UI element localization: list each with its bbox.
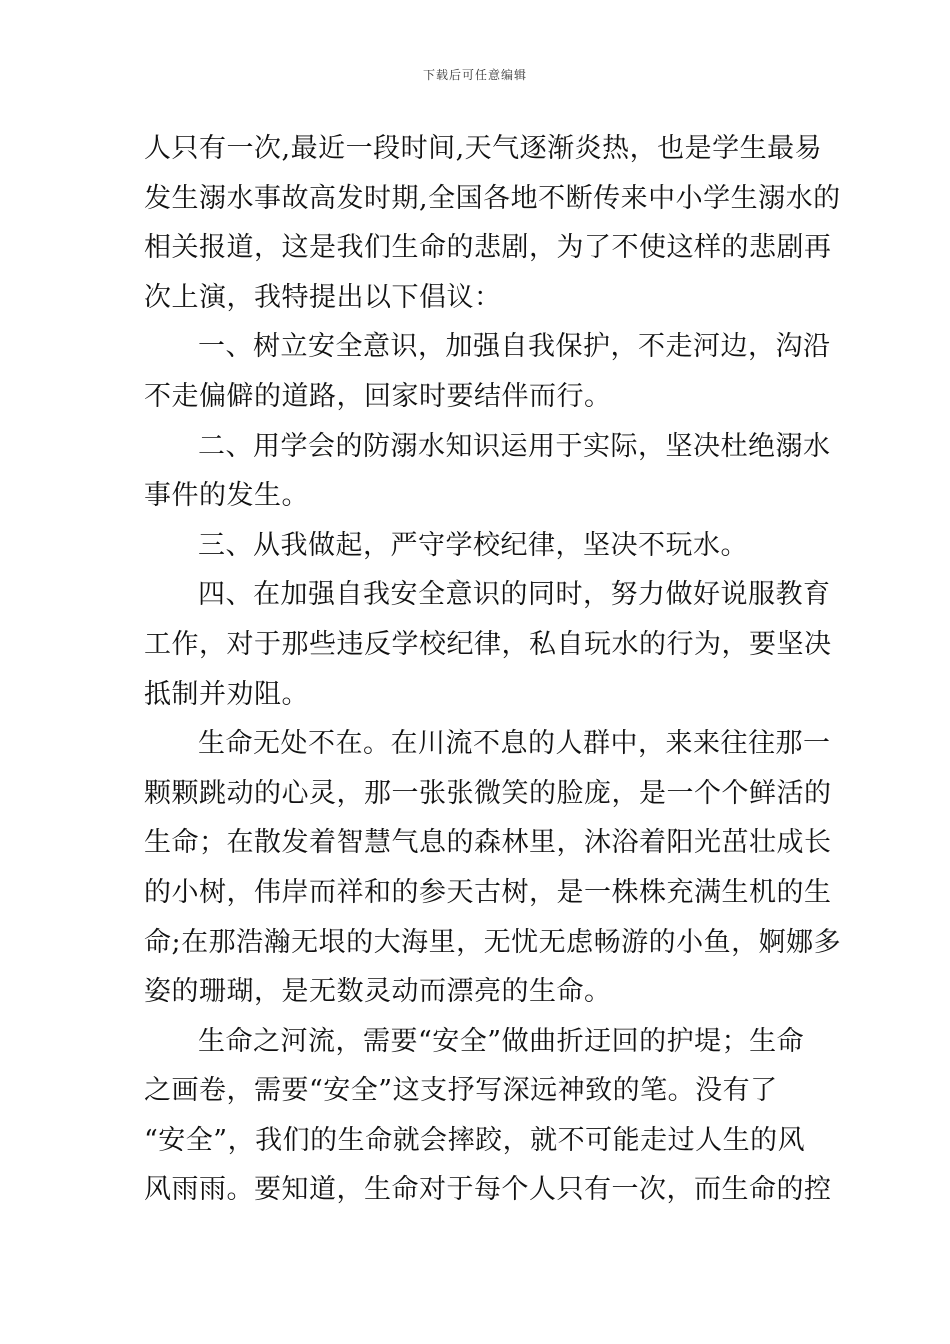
text-line: 四、在加强自我安全意识的同时，努力做好说服教育	[198, 579, 831, 611]
text-line: “安全”，我们的生命就会摔跤，就不可能走过人生的风	[144, 1124, 806, 1156]
text-line: 生命之河流，需要“安全”做曲折迂回的护堤；生命	[198, 1025, 805, 1057]
text-line: 相关报道，这是我们生命的悲剧，为了不使这样的悲剧再	[144, 232, 832, 264]
text-line: 姿的珊瑚，是无数灵动而漂亮的生命。	[144, 976, 612, 1008]
page-header: 下载后可任意编辑	[422, 68, 527, 82]
text-line: 人只有一次,最近一段时间,天气逐渐炎热，也是学生最易	[144, 133, 823, 164]
text-line: 一、树立安全意识，加强自我保护，不走河边，沟沿	[198, 331, 831, 363]
text-line: 工作，对于那些违反学校纪律，私自玩水的行为，要坚决	[144, 628, 832, 660]
text-line: 的小树，伟岸而祥和的参天古树，是一株株充满生机的生	[144, 876, 832, 908]
text-line: 颗颗跳动的心灵，那一张张微笑的脸庞，是一个个鲜活的	[144, 777, 832, 809]
text-line: 二、用学会的防溺水知识运用于实际，坚决杜绝溺水	[198, 430, 831, 462]
text-line: 之画卷，需要“安全”这支抒写深远神致的笔。没有了	[144, 1075, 778, 1107]
text-line: 生命无处不在。在川流不息的人群中，来来往往那一	[198, 728, 831, 760]
text-line: 发生溺水事故高发时期,全国各地不断传来中小学生溺水的	[144, 182, 841, 214]
text-line: 不走偏僻的道路，回家时要结伴而行。	[144, 380, 612, 412]
text-line: 事件的发生。	[144, 480, 309, 512]
text-line: 三、从我做起，严守学校纪律，坚决不玩水。	[198, 529, 748, 561]
text-line: 抵制并劝阻。	[144, 678, 309, 710]
document-body	[144, 124, 842, 1215]
text-line: 风雨雨。要知道，生命对于每个人只有一次，而生命的控	[144, 1174, 832, 1206]
text-line: 命;在那浩瀚无垠的大海里，无忧无虑畅游的小鱼，婀娜多	[144, 926, 842, 958]
text-line: 生命；在散发着智慧气息的森林里，沐浴着阳光茁壮成长	[144, 827, 832, 859]
text-line: 次上演，我特提出以下倡议：	[144, 281, 502, 313]
